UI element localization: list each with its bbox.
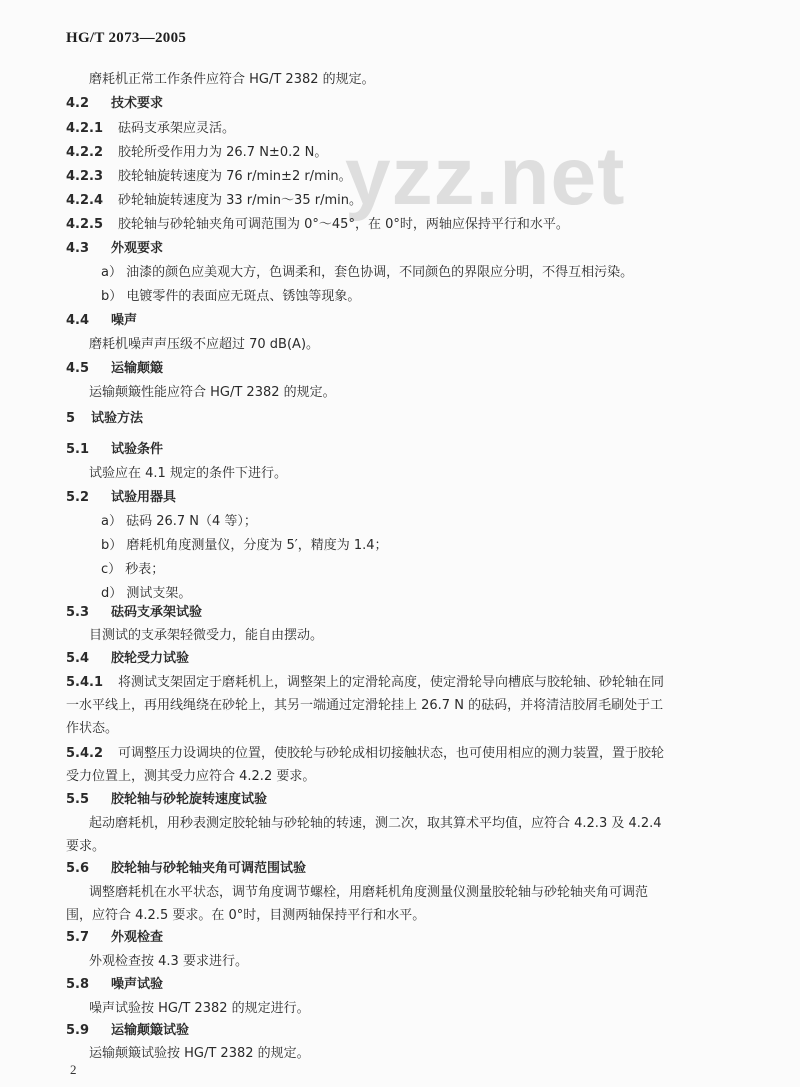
- text-line: 试验应在 4.1 规定的条件下进行。: [89, 466, 287, 481]
- text-line: 调整磨耗机在水平状态，调节角度调节螺栓，用磨耗机角度测量仪测量胶轮轴与砂轮轴夹角可调范: [89, 885, 649, 900]
- list-item: d） 测试支架。: [101, 586, 192, 601]
- text-line: 一水平线上，再用线绳绕在砂轮上，其另一端通过定滑轮挂上 26.7 N 的砝码，并将清洁胶屑毛刷处于工: [66, 698, 664, 713]
- clause-line: 4.2.4 砂轮轴旋转速度为 33 r/min～35 r/min。: [66, 193, 362, 208]
- section-heading: 5.6 胶轮轴与砂轮轴夹角可调范围试验: [66, 861, 307, 876]
- section-heading: 4.5 运输颠簸: [66, 361, 164, 376]
- text-line: 受力位置上，测其受力应符合 4.2.2 要求。: [66, 769, 316, 784]
- text-line: 作状态。: [66, 721, 119, 736]
- section-heading: 4.2 技术要求: [66, 96, 164, 111]
- section-heading: 5.1 试验条件: [66, 442, 164, 457]
- text-line: 要求。: [66, 839, 106, 854]
- list-item: c） 秒表；: [101, 562, 165, 577]
- section-heading: 5.2 试验用器具: [66, 490, 177, 505]
- text-line: 起动磨耗机，用秒表测定胶轮轴与砂轮轴的转速，测二次，取其算术平均值，应符合 4.2.3 及 4.2.4: [89, 816, 662, 831]
- text-line: 运输颠簸性能应符合 HG/T 2382 的规定。: [89, 385, 336, 400]
- text-line: 运输颠簸试验按 HG/T 2382 的规定。: [89, 1046, 310, 1061]
- list-item: a） 油漆的颜色应美观大方，色调柔和，套色协调，不同颜色的界限应分明，不得互相污染。: [101, 265, 634, 280]
- clause-line: 4.2.5 胶轮轴与砂轮轴夹角可调范围为 0°～45°，在 0°时，两轴应保持平行和水平。: [66, 217, 569, 232]
- document-header: HG/T 2073—2005: [66, 30, 187, 46]
- text-line: 外观检查按 4.3 要求进行。: [89, 954, 248, 969]
- clause-line: 4.2.1 砝码支承架应灵活。: [66, 121, 236, 136]
- section-heading: 5.4 胶轮受力试验: [66, 651, 190, 666]
- clause-line: 5.4.2 可调整压力设调块的位置，使胶轮与砂轮成相切接触状态，也可使用相应的测力装置，置于胶轮: [66, 746, 665, 761]
- section-heading: 4.4 噪声: [66, 313, 138, 328]
- text-line: 目测试的支承架轻微受力，能自由摆动。: [89, 628, 324, 643]
- section-heading: 5.5 胶轮轴与砂轮旋转速度试验: [66, 792, 268, 807]
- section-heading: 5.8 噪声试验: [66, 977, 164, 992]
- clause-line: 4.2.3 胶轮轴旋转速度为 76 r/min±2 r/min。: [66, 169, 352, 184]
- section-heading: 4.3 外观要求: [66, 241, 164, 256]
- list-item: a） 砝码 26.7 N（4 等）；: [101, 514, 257, 529]
- text-line: 磨耗机噪声声压级不应超过 70 dB(A)。: [89, 337, 320, 352]
- text-line: 噪声试验按 HG/T 2382 的规定进行。: [89, 1001, 310, 1016]
- text-line: 围，应符合 4.2.5 要求。在 0°时，目测两轴保持平行和水平。: [66, 908, 426, 923]
- section-heading: 5.9 运输颠簸试验: [66, 1023, 190, 1038]
- list-item: b） 磨耗机角度测量仪，分度为 5′，精度为 1.4；: [101, 538, 388, 553]
- text-line: 磨耗机正常工作条件应符合 HG/T 2382 的规定。: [89, 72, 375, 87]
- clause-line: 5.4.1 将测试支架固定于磨耗机上，调整架上的定滑轮高度，使定滑轮导向槽底与胶轮轴、砂轮轴在同: [66, 675, 665, 690]
- page-number: 2: [70, 1062, 77, 1077]
- watermark: yzz.net: [345, 131, 626, 222]
- list-item: b） 电镀零件的表面应无斑点、锈蚀等现象。: [101, 289, 361, 304]
- section-heading: 5.3 砝码支承架试验: [66, 605, 203, 620]
- section-heading: 5.7 外观检查: [66, 930, 164, 945]
- chapter-heading: 5 试验方法: [66, 411, 144, 426]
- clause-line: 4.2.2 胶轮所受作用力为 26.7 N±0.2 N。: [66, 145, 328, 160]
